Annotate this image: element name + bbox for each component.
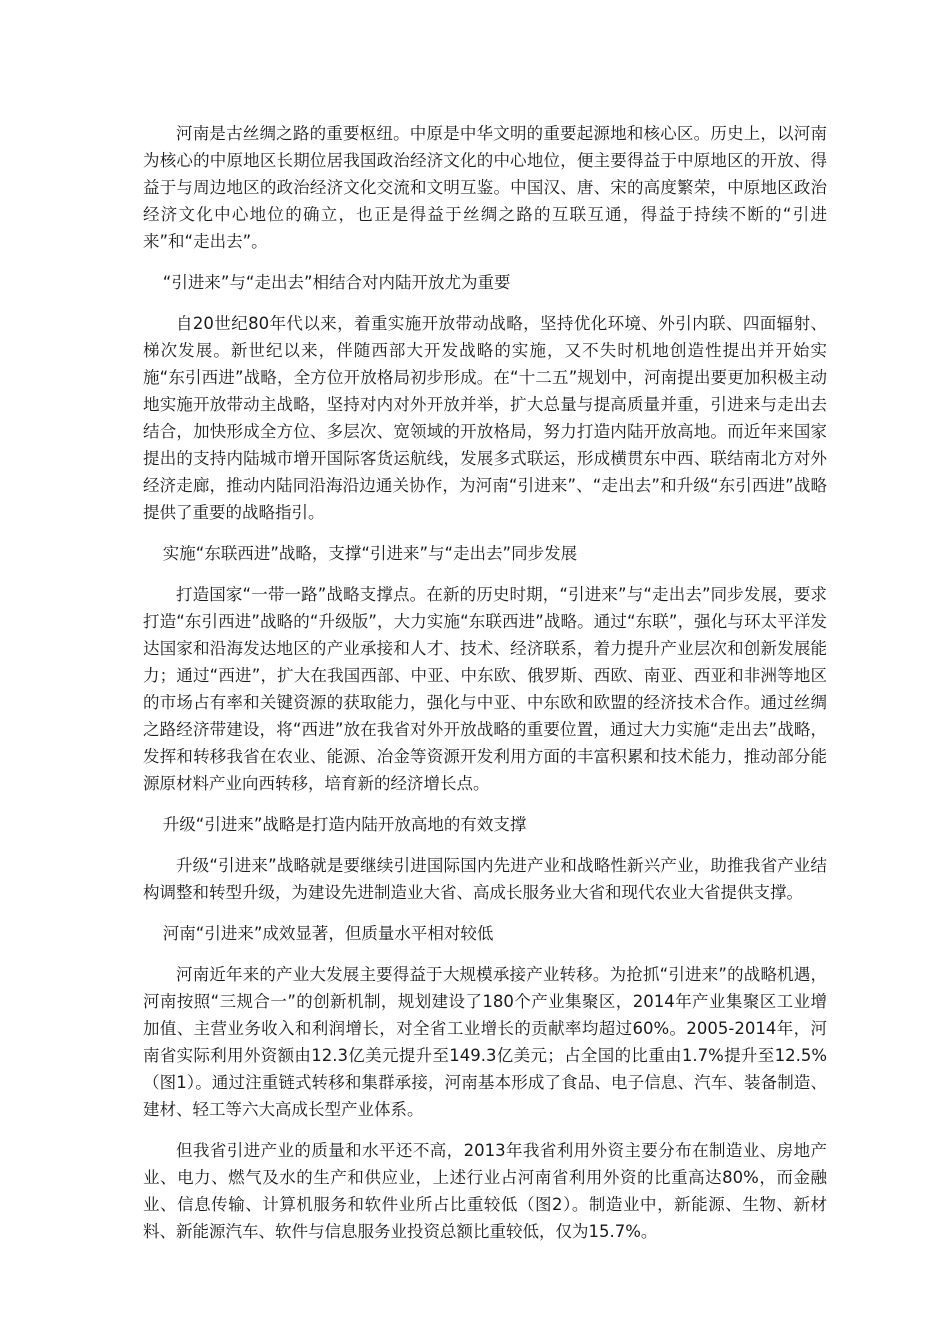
paragraph-quality: 但我省引进产业的质量和水平还不高，2013年我省利用外资主要分布在制造业、房地产业、电力、燃气及水的生产和供应业，上述行业占河南省利用外资的比重高达80%，而金融业、信息传输、计算机服务和软件业所占比重较低（图2）。制造业中，新能源、生物、新材料、新能源汽车、软件与信息服务业投资总额比重较低，仅为15.7%。 (143, 1141, 827, 1241)
paragraph-east-west: 打造国家“一带一路”战略支撑点。在新的历史时期，“引进来”与“走出去”同步发展，要求打造“东引西进”战略的“升级版”，大力实施“东联西进”战略。通过“东联”，强化与环太平洋发达国家和沿海发达地区的产业承接和人才、技术、经济联系，着力提升产业层次和创新发展能力；通过“西进”，扩大在我国西部、中亚、中东欧、俄罗斯、西欧、南亚、西亚和非洲等地区的市场占有率和关键资源的获取能力，强化与中亚、中东欧和欧盟的经济技术合作。通过丝绸之路经济带建设，将“西进”放在我省对外开放战略的重要位置，通过大力实施“走出去”战略，发挥和转移我省在农业、能源、冶金等资源开发利用方面的丰富积累和技术能力，推动部分能源原材料产业向西转移，培育新的经济增长点。 (143, 585, 827, 793)
paragraph-intro: 河南是古丝绸之路的重要枢纽。中原是中华文明的重要起源地和核心区。历史上，以河南为核心的中原地区长期位居我国政治经济文化的中心地位，便主要得益于中原地区的开放、得益于与周边地区的政治经济文化交流和文明互鉴。中国汉、唐、宋的高度繁荣，中原地区政治经济文化中心地位的确立，也正是得益于丝绸之路的互联互通，得益于持续不断的“引进来”和“走出去”。 (143, 124, 827, 251)
section-heading-3: 升级“引进来”战略是打造内陆开放高地的有效支撑 (162, 815, 527, 834)
section-heading-4: 河南“引进来”成效显著，但质量水平相对较低 (162, 924, 494, 943)
section-heading-2: 实施“东联西进”战略，支撑“引进来”与“走出去”同步发展 (162, 544, 578, 563)
document-body (143, 120, 827, 1259)
paragraph-upgrade: 升级“引进来”战略就是要继续引进国际国内先进产业和战略性新兴产业，助推我省产业结构调整和转型升级，为建设先进制造业大省、高成长服务业大省和现代农业大省提供支撑。 (143, 856, 827, 902)
paragraph-opening-strategy: 自20世纪80年代以来，着重实施开放带动战略，坚持优化环境、外引内联、四面辐射、梯次发展。新世纪以来，伴随西部大开发战略的实施，又不失时机地创造性提出并开始实施“东引西进”战略，全方位开放格局初步形成。在“十二五”规划中，河南提出要更加积极主动地实施开放带动主战略，坚持对内对外开放并举，扩大总量与提高质量并重，引进来与走出去结合，加快形成全方位、多层次、宽领域的开放格局，努力打造内陆开放高地。而近年来国家提出的支持内陆城市增开国际客货运航线，发展多式联运，形成横贯东中西、联结南北方对外经济走廊，推动内陆同沿海沿边通关协作，为河南“引进来”、“走出去”和升级“东引西进”战略提供了重要的战略指引。 (143, 314, 827, 522)
section-heading-1: “引进来”与“走出去”相结合对内陆开放尤为重要 (162, 273, 511, 292)
paragraph-achievements: 河南近年来的产业大发展主要得益于大规模承接产业转移。为抢抓“引进来”的战略机遇，河南按照“三规合一”的创新机制，规划建设了180个产业集聚区，2014年产业集聚区工业增加值、主营业务收入和利润增长，对全省工业增长的贡献率均超过60%。2005-2014年，河南省实际利用外资额由12.3亿美元提升至149.3亿美元；占全国的比重由1.7%提升至12.5%（图1）。通过注重链式转移和集群承接，河南基本形成了食品、电子信息、汽车、装备制造、建材、轻工等六大高成长型产业体系。 (143, 965, 827, 1119)
